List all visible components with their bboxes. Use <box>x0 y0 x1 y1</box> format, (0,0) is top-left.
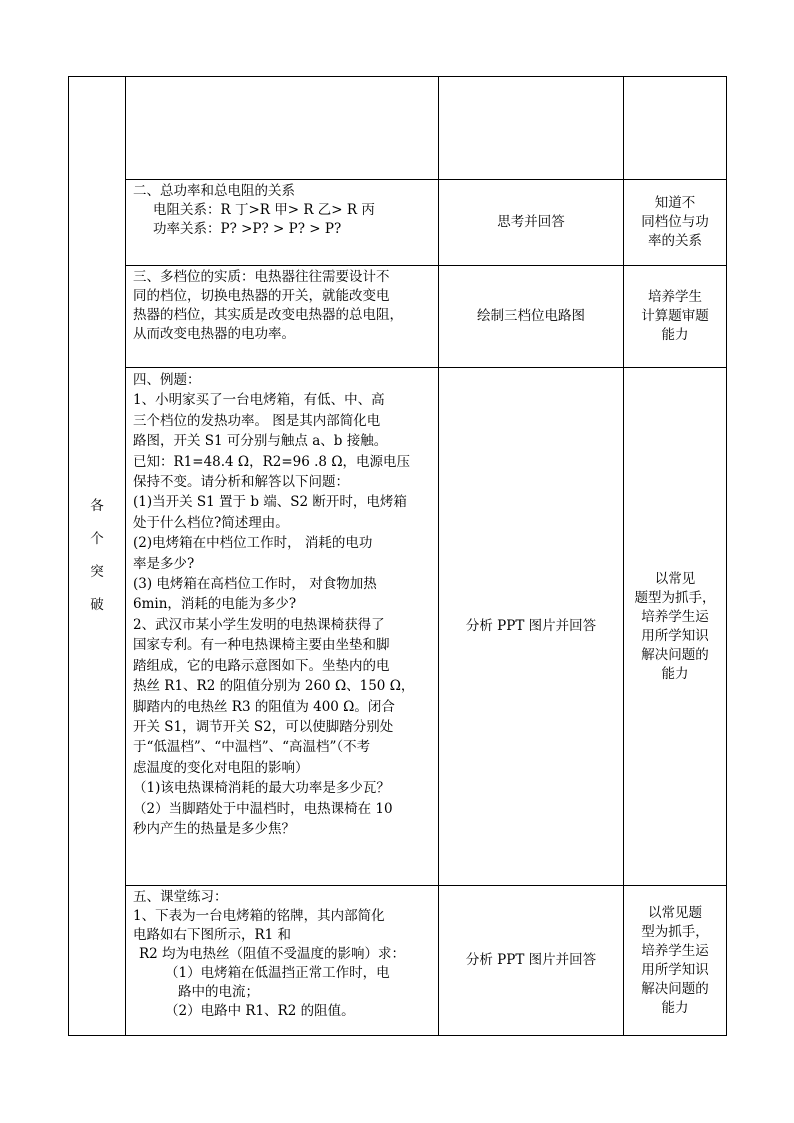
content-line: 国家专利。有一种电热课椅主要由坐垫和脚 <box>133 637 390 654</box>
activity-cell-empty <box>439 77 624 180</box>
goal-line: 题型为抓手， <box>634 589 716 606</box>
goal-cell <box>624 886 727 1036</box>
content-cell-power-resistance <box>126 180 439 266</box>
content-line: R2 均为电热丝（阻值不受温度的影响）求： <box>139 946 406 962</box>
content-line: 秒内产生的热量是多少焦？ <box>133 820 295 837</box>
content-line: 同的档位，切换电热器的开关，就能改变电 <box>133 288 390 304</box>
content-line: 热器的档位，其实质是改变电热器的总电阻， <box>133 307 403 323</box>
content-line: 从而改变电热器的电功率。 <box>133 326 295 342</box>
content-line: 路图，开关 S1 可分别与触点 a、b 接触。 <box>133 433 388 450</box>
content-line: 1、小明家买了一台电烤箱，有低、中、高 <box>133 392 385 409</box>
goal-line: 计算题审题 <box>641 308 709 324</box>
section-heading: 二、总功率和总电阻的关系 <box>133 183 295 199</box>
goal-cell-empty <box>624 77 727 180</box>
content-line: 脚踏内的电热丝 R3 的阻值为 400 Ω。闭合 <box>133 698 395 715</box>
content-line: 电路如右下图所示，R1 和 <box>133 927 292 943</box>
stage-char: 个 <box>90 531 104 547</box>
goal-cell <box>624 368 727 886</box>
goal-cell <box>624 180 727 266</box>
content-line: （2）当脚踏处于中温档时，电热课椅在 10 <box>133 800 393 817</box>
goal-line: 培养学生 <box>648 289 702 305</box>
goal-line: 知道不 <box>654 195 696 211</box>
content-line: （2）电路中 R1、R2 的阻值。 <box>165 1003 355 1019</box>
content-line: 踏组成，它的电路示意图如下。坐垫内的电 <box>133 657 390 674</box>
content-line: 开关 S1，调节开关 S2，可以使脚踏分别处 <box>133 718 394 735</box>
goal-line: 能力 <box>661 327 689 343</box>
goal-line: 型为抓手， <box>641 923 709 940</box>
lesson-plan-table <box>68 76 727 1036</box>
goal-line: 用所学知识 <box>641 627 709 644</box>
stage-cell <box>69 77 126 1036</box>
table-row <box>69 180 727 266</box>
goal-line: 以常见题 <box>648 904 702 921</box>
stage-char: 各 <box>90 498 104 514</box>
content-line: 功率关系：P? >P? > P? > P? <box>153 221 342 237</box>
content-cell-empty <box>126 77 439 180</box>
content-line: 2、武汉市某小学生发明的电热课椅获得了 <box>133 616 385 633</box>
content-line: （1)该电热课椅消耗的最大功率是多少瓦？ <box>133 780 390 797</box>
stage-char: 突 <box>90 564 104 580</box>
content-line: 处于什么档位?简述理由。 <box>133 514 289 531</box>
table-row <box>69 77 727 180</box>
content-cell-multi-gear <box>126 266 439 368</box>
goal-line: 同档位与功 <box>641 214 709 230</box>
content-line: 虑温度的变化对电阻的影响） <box>133 759 309 776</box>
content-line: 已知：R1=48.4 Ω，R2=96 .8 Ω，电源电压 <box>133 453 411 470</box>
table-row <box>69 266 727 368</box>
goal-line: 率的关系 <box>648 233 702 249</box>
goal-line: 用所学知识 <box>641 961 709 978</box>
goal-line: 培养学生运 <box>641 608 709 625</box>
goal-line: 以常见 <box>654 570 696 587</box>
goal-line: 能力 <box>661 665 689 682</box>
table-row <box>69 886 727 1036</box>
content-line: 三个档位的发热功率。 图是其内部简化电 <box>133 412 381 429</box>
content-line: 于“低温档”、“中温档”、“高温档”（不考 <box>133 739 371 756</box>
content-line: (3) 电烤箱在高档位工作时， 对食物加热 <box>133 576 377 593</box>
content-line: 热丝 R1、R2 的阻值分别为 260 Ω、150 Ω， <box>133 678 415 695</box>
goal-line: 能力 <box>661 999 689 1016</box>
activity-cell: 思考并回答 <box>439 180 624 266</box>
activity-cell: 绘制三档位电路图 <box>439 266 624 368</box>
section-heading: 四、例题： <box>133 372 201 388</box>
section-heading: 五、课堂练习： <box>133 889 228 905</box>
activity-cell: 分析 PPT 图片并回答 <box>439 886 624 1036</box>
activity-cell: 分析 PPT 图片并回答 <box>439 368 624 886</box>
content-line: 电阻关系：R 丁>R 甲> R 乙> R 丙 <box>153 202 375 218</box>
content-line: 路中的电流； <box>178 984 259 1000</box>
stage-char: 破 <box>90 597 104 613</box>
table-row <box>69 368 727 886</box>
content-line: (1)当开关 S1 置于 b 端、S2 断开时，电烤箱 <box>133 494 407 511</box>
content-line: 保持不变。请分析和解答以下问题： <box>133 474 349 491</box>
content-line: （1）电烤箱在低温挡正常工作时，电 <box>165 965 390 981</box>
goal-line: 解决问题的 <box>641 980 709 997</box>
goal-cell <box>624 266 727 368</box>
content-line: 率是多少? <box>133 555 195 572</box>
section-heading: 三、多档位的实质：电热器往往需要设计不 <box>133 269 390 285</box>
content-cell-practice <box>126 886 439 1036</box>
content-line: 6min，消耗的电能为多少? <box>133 596 297 613</box>
content-line: 1、下表为一台电烤箱的铭牌，其内部简化 <box>133 908 385 924</box>
goal-line: 解决问题的 <box>641 646 709 663</box>
content-cell-examples <box>126 368 439 886</box>
goal-line: 培养学生运 <box>641 942 709 959</box>
content-line: (2)电烤箱在中档位工作时， 消耗的电功 <box>133 535 373 552</box>
